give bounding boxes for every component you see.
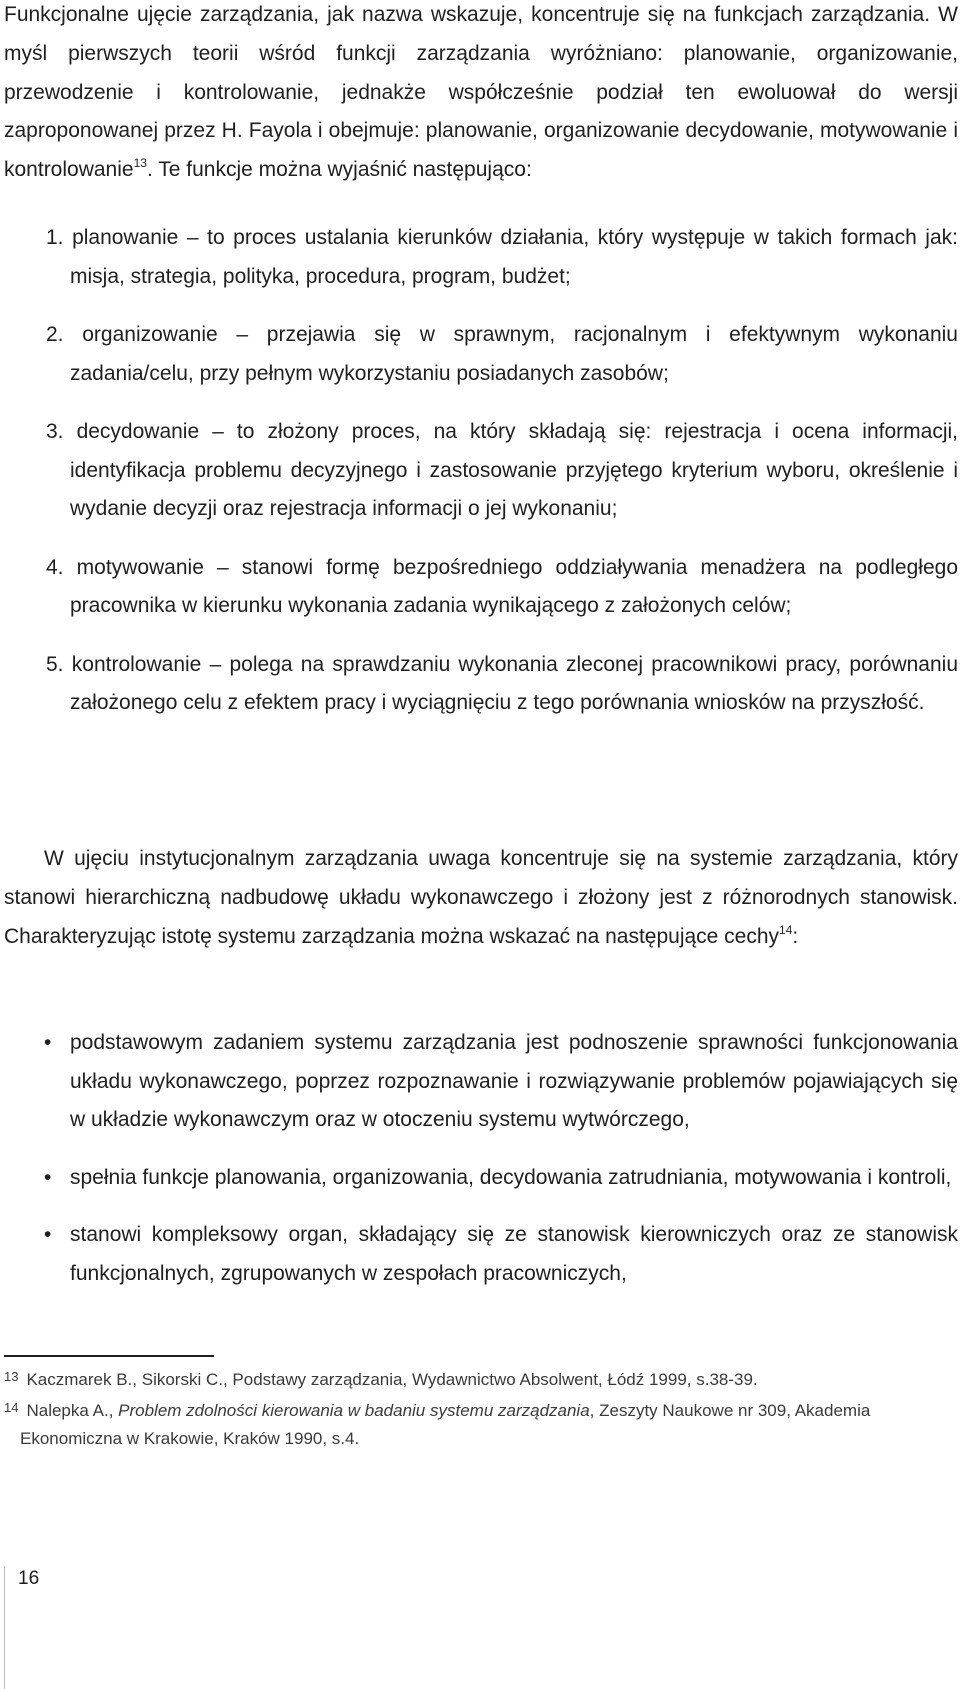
list-text: decydowanie – to złożony proces, na który składają się: rejestracja i ocena informacji, identyfikacja problemu decyzyjnego i zastosowanie przyjętego kryterium wyboru, określenie i wydanie decyzji oraz rejestracja informacji o jej wykonaniu; [70, 420, 958, 520]
institutional-paragraph [4, 840, 958, 956]
features-list [42, 1024, 958, 1312]
functions-list [46, 219, 958, 743]
institutional-text-end: : [792, 924, 799, 948]
footnote-13 [4, 1363, 954, 1394]
footnote-number: 13 [4, 1369, 19, 1384]
list-item [46, 219, 958, 296]
footnote-divider [4, 1355, 214, 1357]
intro-text: Funkcjonalne ujęcie zarządzania, jak nazwa wskazuje, koncentruje się na funkcjach zarządzania. W myśl pierwszych teorii wśród funkcji zarządzania wyróżniano: planowanie, organizowanie, przewodzenie i kontrolowanie, jednakże współcześnie podział ten ewoluował do wersji zaproponowanej przez H. Fayola i obejmuje: planowanie, organizowanie decydowanie, motywowanie i kontrolowanie [4, 3, 958, 182]
list-item [46, 549, 958, 626]
intro-text-end: . Te funkcje można wyjaśnić następująco: [146, 158, 532, 182]
footnote-14 [4, 1394, 954, 1453]
bullet-icon: • [44, 1031, 52, 1054]
bullet-text: podstawowym zadaniem systemu zarządzania jest podnoszenie sprawności funkcjonowania układu wykonawczego, poprzez rozpoznawanie i rozwiązywanie problemów pojawiających się w układzie wykonawczym oraz w otoczeniu systemu wytwórczego, [70, 1031, 958, 1131]
list-text: kontrolowanie – polega na sprawdzaniu wykonania zleconej pracownikowi pracy, porównaniu założonego celu z efektem pracy i wyciągnięciu z tego porównania wniosków na przyszłość. [70, 652, 958, 714]
footnote-ref-14[interactable]: 14 [779, 922, 793, 937]
bullet-icon: • [44, 1223, 52, 1246]
bullet-text: spełnia funkcje planowania, organizowania, decydowania zatrudniania, motywowania i kontroli, [70, 1165, 952, 1189]
footnote-number: 14 [4, 1400, 19, 1415]
list-text: motywowanie – stanowi formę bezpośredniego oddziaływania menadżera na podległego pracownika w kierunku wykonania zadania wynikającego z założonych celów; [70, 555, 958, 617]
list-number: 4. [46, 555, 64, 579]
bullet-item [42, 1216, 958, 1293]
footnote-title: Problem zdolności kierowania w badaniu systemu zarządzania [118, 1401, 590, 1420]
list-number: 5. [46, 652, 64, 676]
page-number: 16 [18, 1568, 40, 1589]
list-number: 3. [46, 420, 64, 443]
page-margin-rule [4, 1566, 5, 1689]
list-item [46, 413, 958, 529]
bullet-item [42, 1159, 958, 1198]
footnote-text: Kaczmarek B., Sikorski C., Podstawy zarządzania, Wydawnictwo Absolwent, Łódź 1999, s.38-39. [26, 1370, 758, 1389]
institutional-text: W ujęciu instytucjonalnym zarządzania uwaga koncentruje się na systemie zarządzania, który stanowi hierarchiczną nadbudowę układu wykonawczego i złożony jest z różnorodnych stanowisk. Charakteryzując istotę systemu zarządzania można wskazać na następujące cechy [4, 847, 958, 948]
footnote-ref-13[interactable]: 13 [133, 156, 147, 171]
list-item [46, 316, 958, 393]
bullet-item [42, 1024, 958, 1140]
footnotes [4, 1363, 954, 1453]
footnote-rest: , Zeszyty Naukowe nr 309, Akademia Ekonomiczna w Krakowie, Kraków 1990, s.4. [20, 1401, 871, 1448]
list-number: 2. [46, 323, 64, 346]
footnote-author: Nalepka A., [26, 1401, 119, 1420]
intro-paragraph [4, 0, 958, 190]
bullet-text: stanowi kompleksowy organ, składający się ze stanowisk kierowniczych oraz ze stanowisk funkcjonalnych, zgrupowanych w zespołach pracowniczych, [70, 1223, 958, 1285]
list-number: 1. [46, 226, 64, 249]
list-item [46, 646, 958, 723]
list-text: organizowanie – przejawia się w sprawnym, racjonalnym i efektywnym wykonaniu zadania/celu, przy pełnym wykorzystaniu posiadanych zasobów; [70, 323, 958, 385]
bullet-icon: • [44, 1165, 52, 1189]
list-text: planowanie – to proces ustalania kierunków działania, który występuje w takich formach jak: misja, strategia, polityka, procedura, program, budżet; [70, 226, 958, 288]
